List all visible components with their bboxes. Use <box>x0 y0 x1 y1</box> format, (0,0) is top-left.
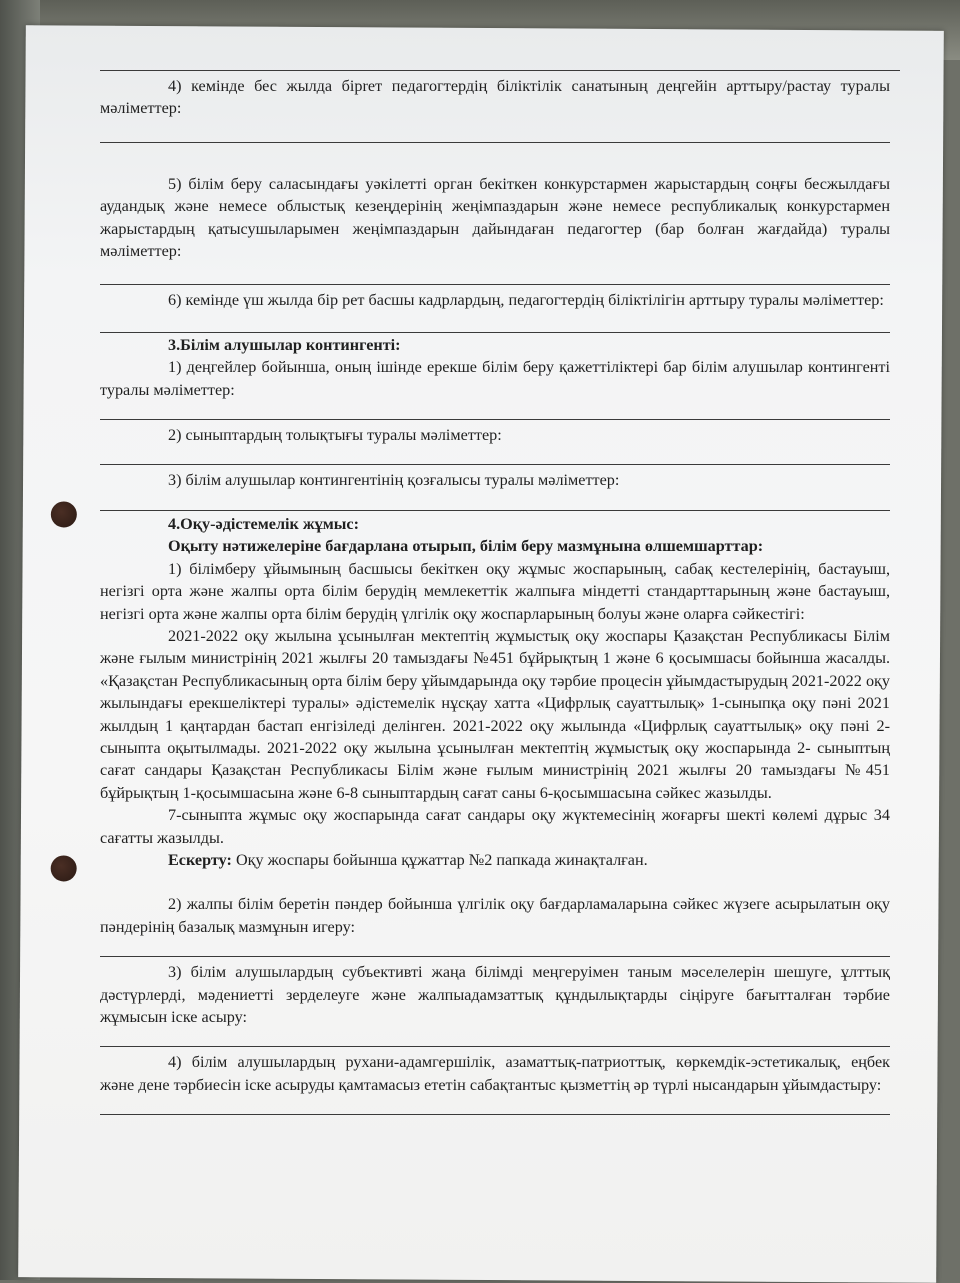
section-4-subheading: Оқыту нәтижелеріне бағдарлана отырып, білім беру мазмұнына өлшемшарттар: <box>168 537 764 556</box>
section-4-item-3: 3) білім алушылардың субъективті жаңа білімді меңгеруімен таным мәселелерін шешуге, ұлттық дәстүрлерді, мәдениетті зерделеуге және жалпыадамзаттық құндылықтарды сіңіруге бағытталған тәрбие жұмысын іске асыру: <box>100 963 890 1026</box>
fill-line <box>100 1114 890 1115</box>
section-4-heading: 4.Оқу-әдістемелік жұмыс: <box>168 514 359 533</box>
note-paragraph <box>100 849 890 871</box>
punch-hole-icon <box>51 855 77 881</box>
section-3-item-3: 3) білім алушылар контингентінің қозғалысы туралы мәліметтер: <box>168 471 620 490</box>
fill-line <box>100 70 900 71</box>
section-4-paragraph-b: 7-сыныпта жұмыс оқу жоспарында сағат сандары оқу жүктемесінің жоғарғы шекті көлемі дұрыс 34 сағатты жазылды. <box>100 806 890 847</box>
item-4-paragraph: 4) кемінде бес жылда бірrет педагогтердің біліктілік санатының деңгейін арттыру/растау туралы мәліметтер: <box>100 77 890 118</box>
note-text: Оқу жоспары бойынша құжаттар №2 папкада жинақталған. <box>231 850 648 869</box>
section-4-item-1: 1) білімберу ұйымының басшысы бекіткен оқу жұмыс жоспарының, сабақ кестелерінің, бастауыш, негізгі орта және жалпы орта білім берудің мемлекеттік жалпыға міндетті стандарттарының және бастауыш, негізгі орта және жалпы орта білім берудің үлгілік оқу жоспарларының болуы және оларға сәйкестігі: <box>100 559 890 623</box>
fill-line <box>100 1046 890 1047</box>
item-5-paragraph: 5) білім беру саласындағы уәкілетті орган бекіткен конкурстармен жарыстардың соңғы бесжылдағы аудандық және немесе облыстық кезеңдерінің жеңімпаздарын және немесе республикалық конкурстармен жарыстардың қатысушыларымен жеңімпаздарын дайындаған педагогтер (бар болған жағдайда) туралы мәліметтер: <box>100 174 890 261</box>
fill-line <box>100 142 890 143</box>
section-3-item-1: 1) деңгейлер бойынша, оның ішінде ерекше білім беру қажеттіліктері бар білім алушылар контингенті туралы мәліметтер: <box>100 358 890 399</box>
section-4-item-2: 2) жалпы білім беретін пәндер бойынша үлгілік оқу бағдарламаларына сәйкес жүзеге асырылатын оқу пәндерінің базалық мазмұнын игеру: <box>100 895 890 936</box>
punch-hole-icon <box>51 501 77 527</box>
section-4-paragraph-a: 2021-2022 оқу жылына ұсынылған мектептің жұмыстық оқу жоспары Қазақстан Республикасы Білім және ғылым министрінің 2021 жылғы 20 тамыздағы №451 бұйрықтың 1 және 6 қосымшасы бойынша жасалды. «Қазақстан Республикасының орта білім беру ұйымдарында оқу тәрбие процесін ұйымдастырудың 2021-2022 оқу жылындағы ерекшеліктері туралы» әдістемелік нұсқау хатта «Цифрлық сауаттылық» 1-сыныпқа оқу пәні 2021 жылдың 1 қаңтардан бастап енгізіледі делінген. 2021-2022 оқу жылында «Цифрлық сауаттылық» оқу пәні 2-сыныпта оқытылмады. 2021-2022 оқу жылына ұсынылған мектептің жұмыстық оқу жоспарында 2- сыныптың сағат сандары Қазақстан Республикасы Білім және ғылым министрінің 2021 жылғы 20 тамыздағы №451 бұйрықтың 1-қосымшасына және 6-8 сыныптардың сағат саны 6-қосымшасына сәйкес жазылды. <box>100 626 890 802</box>
fill-line <box>100 510 890 511</box>
section-3-item-2: 2) сыныптардың толықтығы туралы мәліметтер: <box>168 426 502 445</box>
fill-line <box>100 284 890 285</box>
fill-line <box>100 956 890 957</box>
section-4-item-4: 4) білім алушылардың рухани-адамгершілік, азаматтық-патриоттық, көркемдік-эстетикалық, еңбек және дене тәрбиесін іске асыруды қамтамасыз ететін сабақтантыс қызметтің әр түрлі нысандарын ұйымдастыру: <box>100 1053 890 1094</box>
section-3-heading: 3.Білім алушылар контингенті: <box>168 335 401 354</box>
note-label: Ескерту: <box>168 850 232 869</box>
document-body <box>100 70 890 1115</box>
fill-line <box>100 419 890 420</box>
item-6-paragraph: 6) кемінде үш жылда бір рет басшы кадрлардың, педагогтердің біліктілігін арттыру туралы мәліметтер: <box>168 291 884 310</box>
fill-line <box>100 332 890 333</box>
fill-line <box>100 464 890 465</box>
